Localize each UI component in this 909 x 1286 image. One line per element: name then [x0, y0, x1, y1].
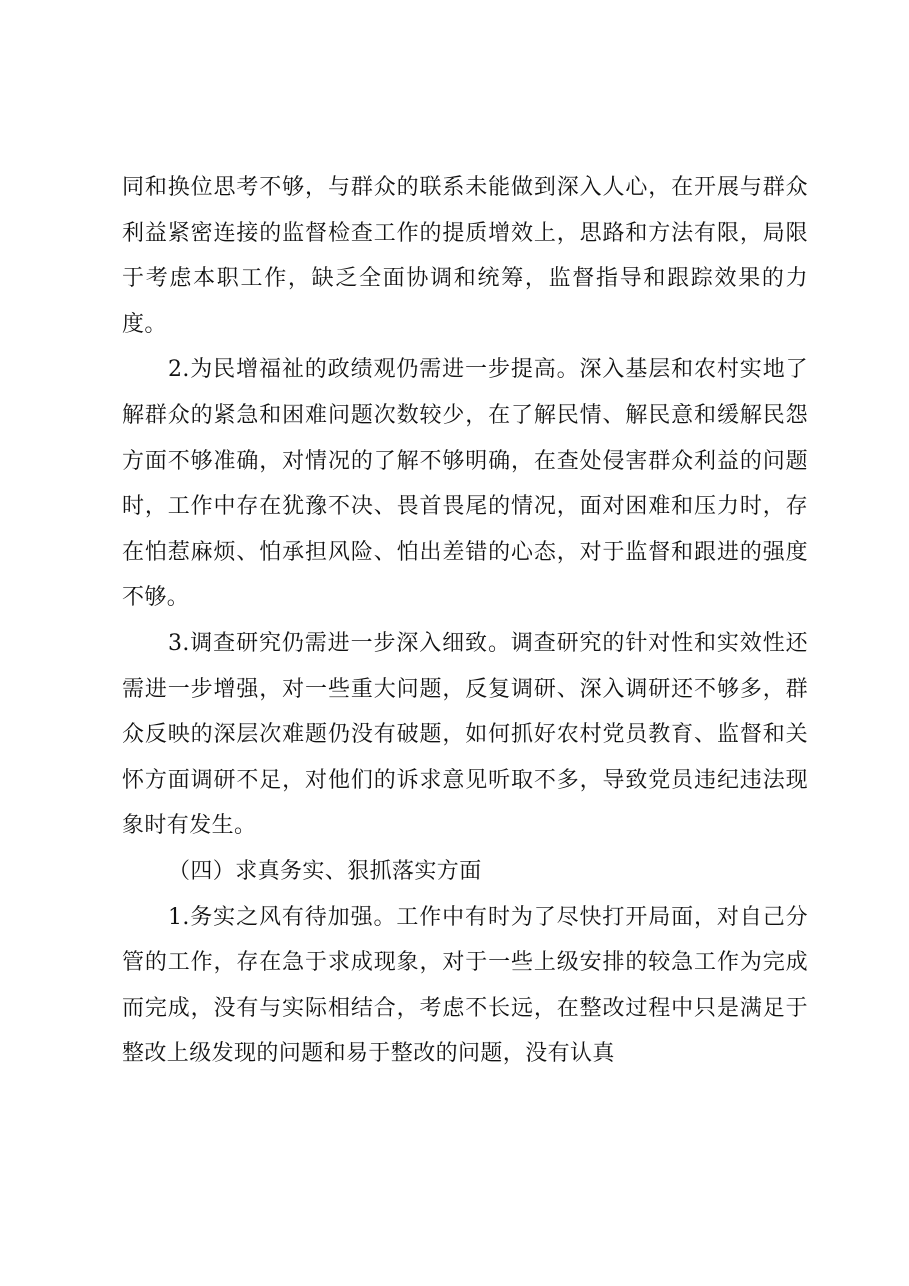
section-heading-4: （四）求真务实、狠抓落实方面 — [168, 858, 482, 884]
paragraph-item-4-1: 1.务实之风有待加强。工作中有时为了尽快打开局面，对自己分管的工作，存在急于求成现象，对于一些上级安排的较急工作为完成而完成，没有与实际相结合，考虑不长远，在整改过程中只是满足于整改上级发现的问题和易于整改的问题，没有认真 — [122, 904, 808, 1067]
paragraph-item-3: 3.调查研究仍需进一步深入细致。调查研究的针对性和实效性还需进一步增强，对一些重大问题，反复调研、深入调研还不够多，群众反映的深层次难题仍没有破题，如何抓好农村党员教育、监督和关怀方面调研不足，对他们的诉求意见听取不多，导致党员违纪违法现象时有发生。 — [122, 630, 808, 839]
document-body — [122, 165, 808, 1077]
paragraph-item-2: 2.为民增福祉的政绩观仍需进一步提高。深入基层和农村实地了解群众的紧急和困难问题次数较少，在了解民情、解民意和缓解民怨方面不够准确，对情况的了解不够明确，在查处侵害群众利益的问题时，工作中存在犹豫不决、畏首畏尾的情况，面对困难和压力时，存在怕惹麻烦、怕承担风险、怕出差错的心态，对于监督和跟进的强度不够。 — [122, 357, 808, 611]
paragraph-continuation: 同和换位思考不够，与群众的联系未能做到深入人心，在开展与群众利益紧密连接的监督检查工作的提质增效上，思路和方法有限，局限于考虑本职工作，缺乏全面协调和统筹，监督指导和跟踪效果的力度。 — [122, 175, 808, 337]
